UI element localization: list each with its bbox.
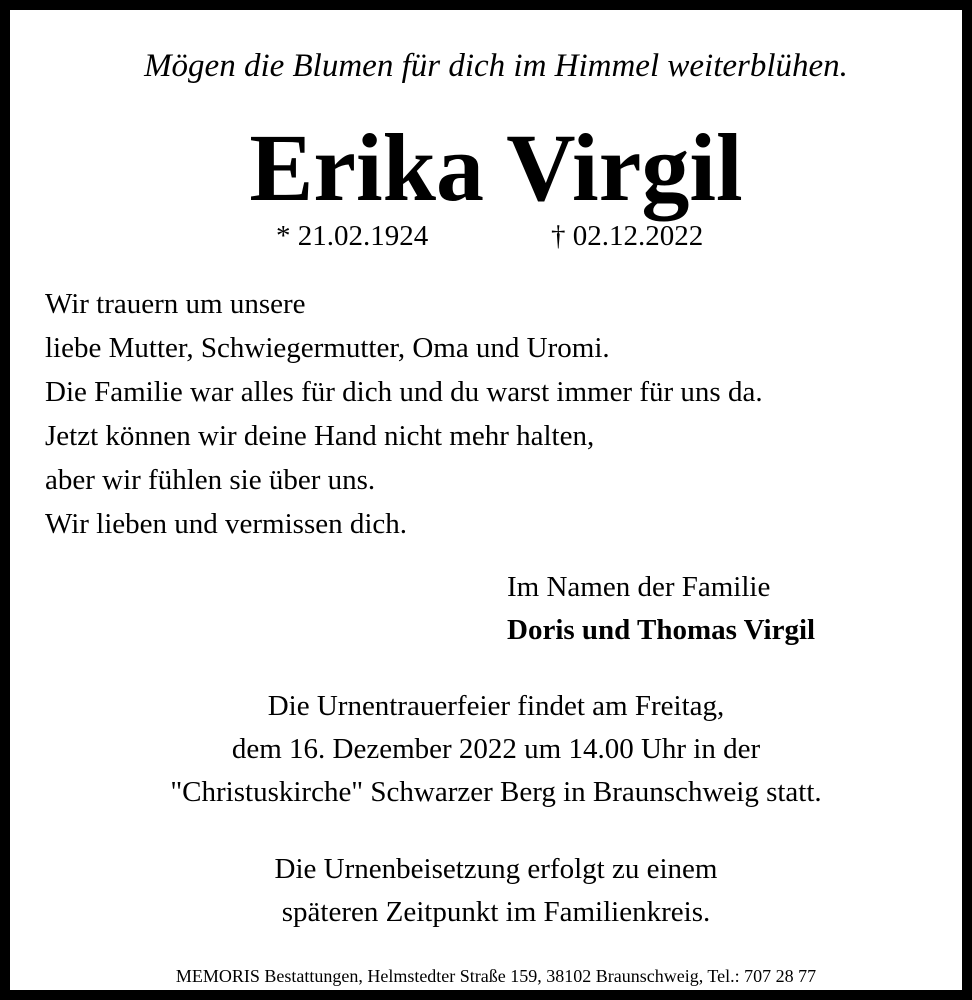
- mourning-line: Wir trauern um unsere: [45, 288, 306, 320]
- mourning-line: Wir lieben und vermissen dich.: [45, 508, 408, 540]
- burial-notice: [10, 848, 972, 934]
- funeral-home-footer: MEMORIS Bestattungen, Helmstedter Straße 159, 38102 Braunschweig, Tel.: 707 28 77: [175, 966, 817, 986]
- motto: Mögen die Blumen für dich im Himmel weiterblühen.: [144, 48, 848, 84]
- mourning-text: [45, 282, 763, 546]
- burial-line: späteren Zeitpunkt im Familienkreis.: [281, 896, 711, 928]
- signature-names: Doris und Thomas Virgil: [507, 614, 816, 646]
- ceremony-line: "Christuskirche" Schwarzer Berg in Braunschweig statt.: [170, 776, 822, 808]
- mourning-line: aber wir fühlen sie über uns.: [45, 464, 376, 496]
- birth-date: * 21.02.1924: [276, 220, 429, 252]
- signature-block: [507, 566, 815, 652]
- signature-intro: Im Namen der Familie: [507, 571, 771, 603]
- burial-line: Die Urnenbeisetzung erfolgt zu einem: [274, 853, 718, 885]
- mourning-line: Jetzt können wir deine Hand nicht mehr halten,: [45, 420, 595, 452]
- mourning-line: liebe Mutter, Schwiegermutter, Oma und Uromi.: [45, 332, 610, 364]
- mourning-line: Die Familie war alles für dich und du warst immer für uns da.: [45, 376, 763, 408]
- deceased-name: Erika Virgil: [249, 114, 743, 221]
- ceremony-notice: [10, 685, 972, 814]
- ceremony-line: dem 16. Dezember 2022 um 14.00 Uhr in der: [231, 733, 761, 765]
- death-date: † 02.12.2022: [551, 220, 704, 252]
- ceremony-line: Die Urnentrauerfeier findet am Freitag,: [267, 690, 725, 722]
